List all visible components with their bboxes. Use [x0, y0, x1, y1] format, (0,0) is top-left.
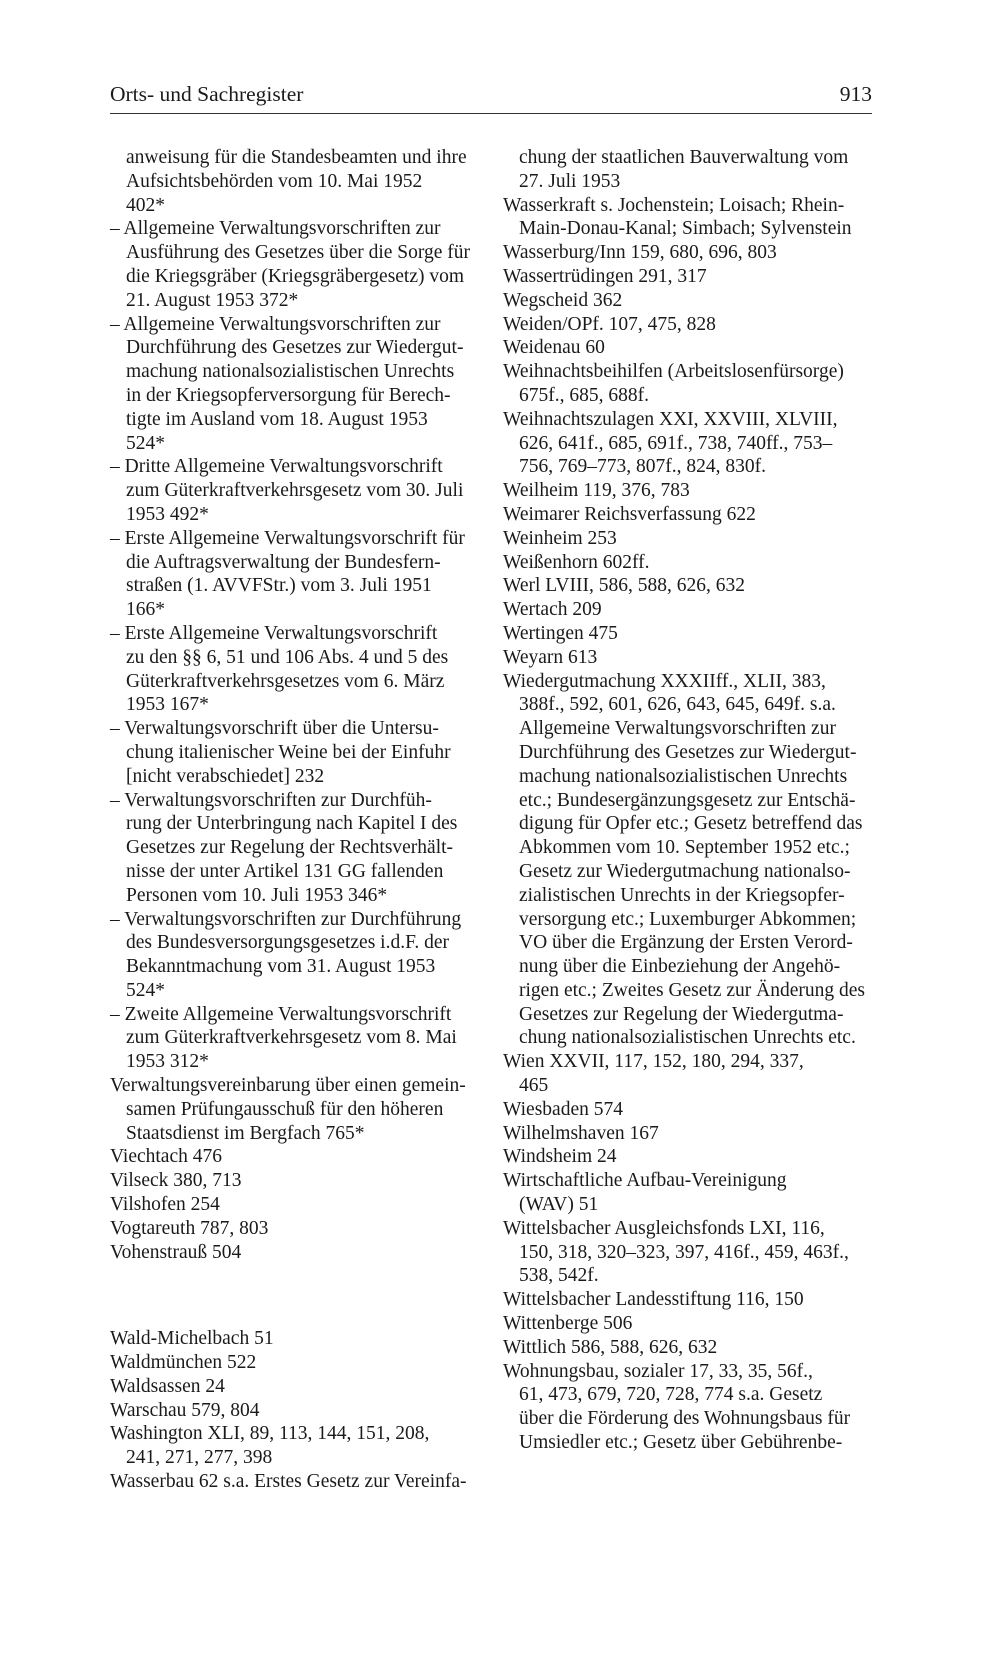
index-entry: Wittlich 586, 588, 626, 632 — [503, 1336, 718, 1358]
index-entry-continuation: anweisung für die Standesbeamten und ihre Aufsichtsbehörden vom 10. Mai 1952 402* — [126, 147, 467, 216]
index-entry: Wirtschaftliche Aufbau-Vereinigung (WAV) 51 — [503, 1170, 787, 1216]
page-number: 913 — [839, 82, 872, 106]
index-entry: Wasserkraft s. Jochenstein; Loisach; Rhein- Main-Donau-Kanal; Simbach; Sylvenstein — [503, 194, 852, 240]
index-entry: Wittenberge 506 — [503, 1313, 633, 1335]
index-subentry: – Zweite Allgemeine Verwaltungsvorschrift zum Güterkraftverkehrsgesetz vom 8. Mai 1953 312* — [110, 1003, 457, 1073]
index-subentry: – Dritte Allgemeine Verwaltungsvorschrift zum Güterkraftverkehrsgesetz vom 30. Juli 1953 492* — [110, 456, 464, 525]
index-entry: Weihnachtsbeihilfen (Arbeitslosenfürsorge) 675f., 685, 688f. — [503, 361, 844, 406]
index-entry: Waldmünchen 522 — [110, 1352, 257, 1374]
section-gap — [110, 1284, 482, 1308]
index-entry-continuation: chung der staatlichen Bauverwaltung vom 27. Juli 1953 — [519, 147, 849, 192]
index-subentry: – Erste Allgemeine Verwaltungsvorschrift für die Auftragsverwaltung der Bundesfern- straßen (1. AVVFStr.) vom 3. Juli 1951 166* — [110, 527, 465, 621]
index-entry: Weißenhorn 602ff. — [503, 551, 650, 573]
index-subentry: – Erste Allgemeine Verwaltungsvorschrift zu den §§ 6, 51 und 106 Abs. 4 und 5 des Güterkraftverkehrsgesetzes vom 6. März 1953 167* — [110, 622, 449, 716]
index-entry: Wittelsbacher Ausgleichsfonds LXI, 116, 150, 318, 320–323, 397, 416f., 459, 463f., 538, 542f. — [503, 1217, 849, 1287]
index-subentry: – Verwaltungsvorschrift über die Untersu- chung italienischer Weine bei der Einfuhr [nicht verabschiedet] 232 — [110, 718, 451, 787]
index-entry: Wassertrüdingen 291, 317 — [503, 265, 707, 287]
index-entry: Vilseck 380, 713 — [110, 1170, 242, 1192]
running-head-title: Orts- und Sachregister — [110, 82, 304, 106]
index-entry: Wohnungsbau, sozialer 17, 33, 35, 56f., 61, 473, 679, 720, 728, 774 s.a. Gesetz über die Förderung des Wohnungsbaus für Umsiedler etc.; Gesetz über Gebührenbe- — [503, 1360, 851, 1454]
index-entry: Wasserbau 62 s.a. Erstes Gesetz zur Vereinfa- — [110, 1471, 467, 1493]
index-entry: Weiden/OPf. 107, 475, 828 — [503, 313, 716, 335]
index-entry: Waldsassen 24 — [110, 1375, 225, 1397]
index-entry: Vogtareuth 787, 803 — [110, 1217, 269, 1239]
index-entry: Vohenstrauß 504 — [110, 1241, 242, 1263]
index-entry: Windsheim 24 — [503, 1146, 617, 1168]
index-subentry: – Allgemeine Verwaltungsvorschriften zur Durchführung des Gesetzes zur Wiedergut- machung nationalsozialistischen Unrechts in der Kriegsopferversorgung für Berech- tigte im Ausland vom 18. August 1953 524* — [110, 313, 464, 454]
index-entry: Wegscheid 362 — [503, 289, 623, 311]
index-subentry: – Verwaltungsvorschriften zur Durchführung des Bundesversorgungsgesetzes i.d.F. der Bekanntmachung vom 31. August 1953 524* — [110, 908, 462, 1001]
index-entry: Wien XXVII, 117, 152, 180, 294, 337, 465 — [503, 1051, 804, 1097]
index-entry: Wilhelmshaven 167 — [503, 1122, 659, 1144]
index-entry: Wittelsbacher Landesstiftung 116, 150 — [503, 1289, 804, 1311]
index-entry: Wiesbaden 574 — [503, 1098, 623, 1120]
index-subentry: – Verwaltungsvorschriften zur Durchfüh- rung der Unterbringung nach Kapitel I des Gesetzes zur Regelung der Rechtsverhält- nisse der unter Artikel 131 GG fallenden Personen vom 10. Juli 1953 346* — [110, 789, 458, 906]
index-entry: Verwaltungsvereinbarung über einen gemein- samen Prüfungausschuß für den höheren Staatsdienst im Bergfach 765* — [110, 1075, 466, 1144]
index-entry: Wasserburg/Inn 159, 680, 696, 803 — [503, 242, 777, 264]
index-subentry: – Allgemeine Verwaltungsvorschriften zur Ausführung des Gesetzes über die Sorge für die Kriegsgräber (Kriegsgräbergesetz) vom 21. August 1953 372* — [110, 218, 471, 311]
index-entry: Wiedergutmachung XXXIIff., XLII, 383, 388f., 592, 601, 626, 643, 645, 649f. s.a. Allgemeine Verwaltungsvorschriften zur Durchführung des Gesetzes zur Wiedergut- machung nationalsozialistischen Unrechts etc.; Bundesergänzungsgesetz zur Entschä- digung für Opfer etc.; Gesetz betreffend das Abkommen vom 10. September 1952 etc.; Gesetz zur Wiedergutmachung nationalso- zialistischen Unrechts in der Kriegsopfer- versorgung etc.; Luxemburger Abkommen; VO über die Ergänzung der Ersten Verord- nung über die Einbeziehung der Angehö- rigen etc.; Zweites Gesetz zur Änderung des Gesetzes zur Regelung der Wiedergutma- chung nationalsozialistischen Unrechts etc. — [503, 670, 865, 1049]
index-entry: Weinheim 253 — [503, 527, 617, 549]
index-entry: Werl LVIII, 586, 588, 626, 632 — [503, 575, 745, 597]
index-entry: Vilshofen 254 — [110, 1194, 220, 1216]
index-entry: Weyarn 613 — [503, 646, 598, 668]
index-entry: Wertach 209 — [503, 599, 602, 621]
header-rule — [110, 113, 872, 114]
index-column-right — [503, 146, 875, 1455]
page-header — [110, 80, 872, 116]
index-entry: Washington XLI, 89, 113, 144, 151, 208, 241, 271, 277, 398 — [110, 1423, 430, 1469]
index-column-left — [110, 146, 482, 1494]
index-entry: Weidenau 60 — [503, 337, 605, 359]
index-entry: Weilheim 119, 376, 783 — [503, 480, 690, 502]
index-entry: Weihnachtszulagen XXI, XXVIII, XLVIII, 626, 641f., 685, 691f., 738, 740ff., 753– 756, 769–773, 807f., 824, 830f. — [503, 408, 838, 478]
index-entry: Wald-Michelbach 51 — [110, 1328, 274, 1350]
index-entry: Viechtach 476 — [110, 1146, 222, 1168]
index-entry: Warschau 579, 804 — [110, 1399, 260, 1421]
index-entry: Wertingen 475 — [503, 622, 618, 644]
index-entry: Weimarer Reichsverfassung 622 — [503, 503, 756, 525]
